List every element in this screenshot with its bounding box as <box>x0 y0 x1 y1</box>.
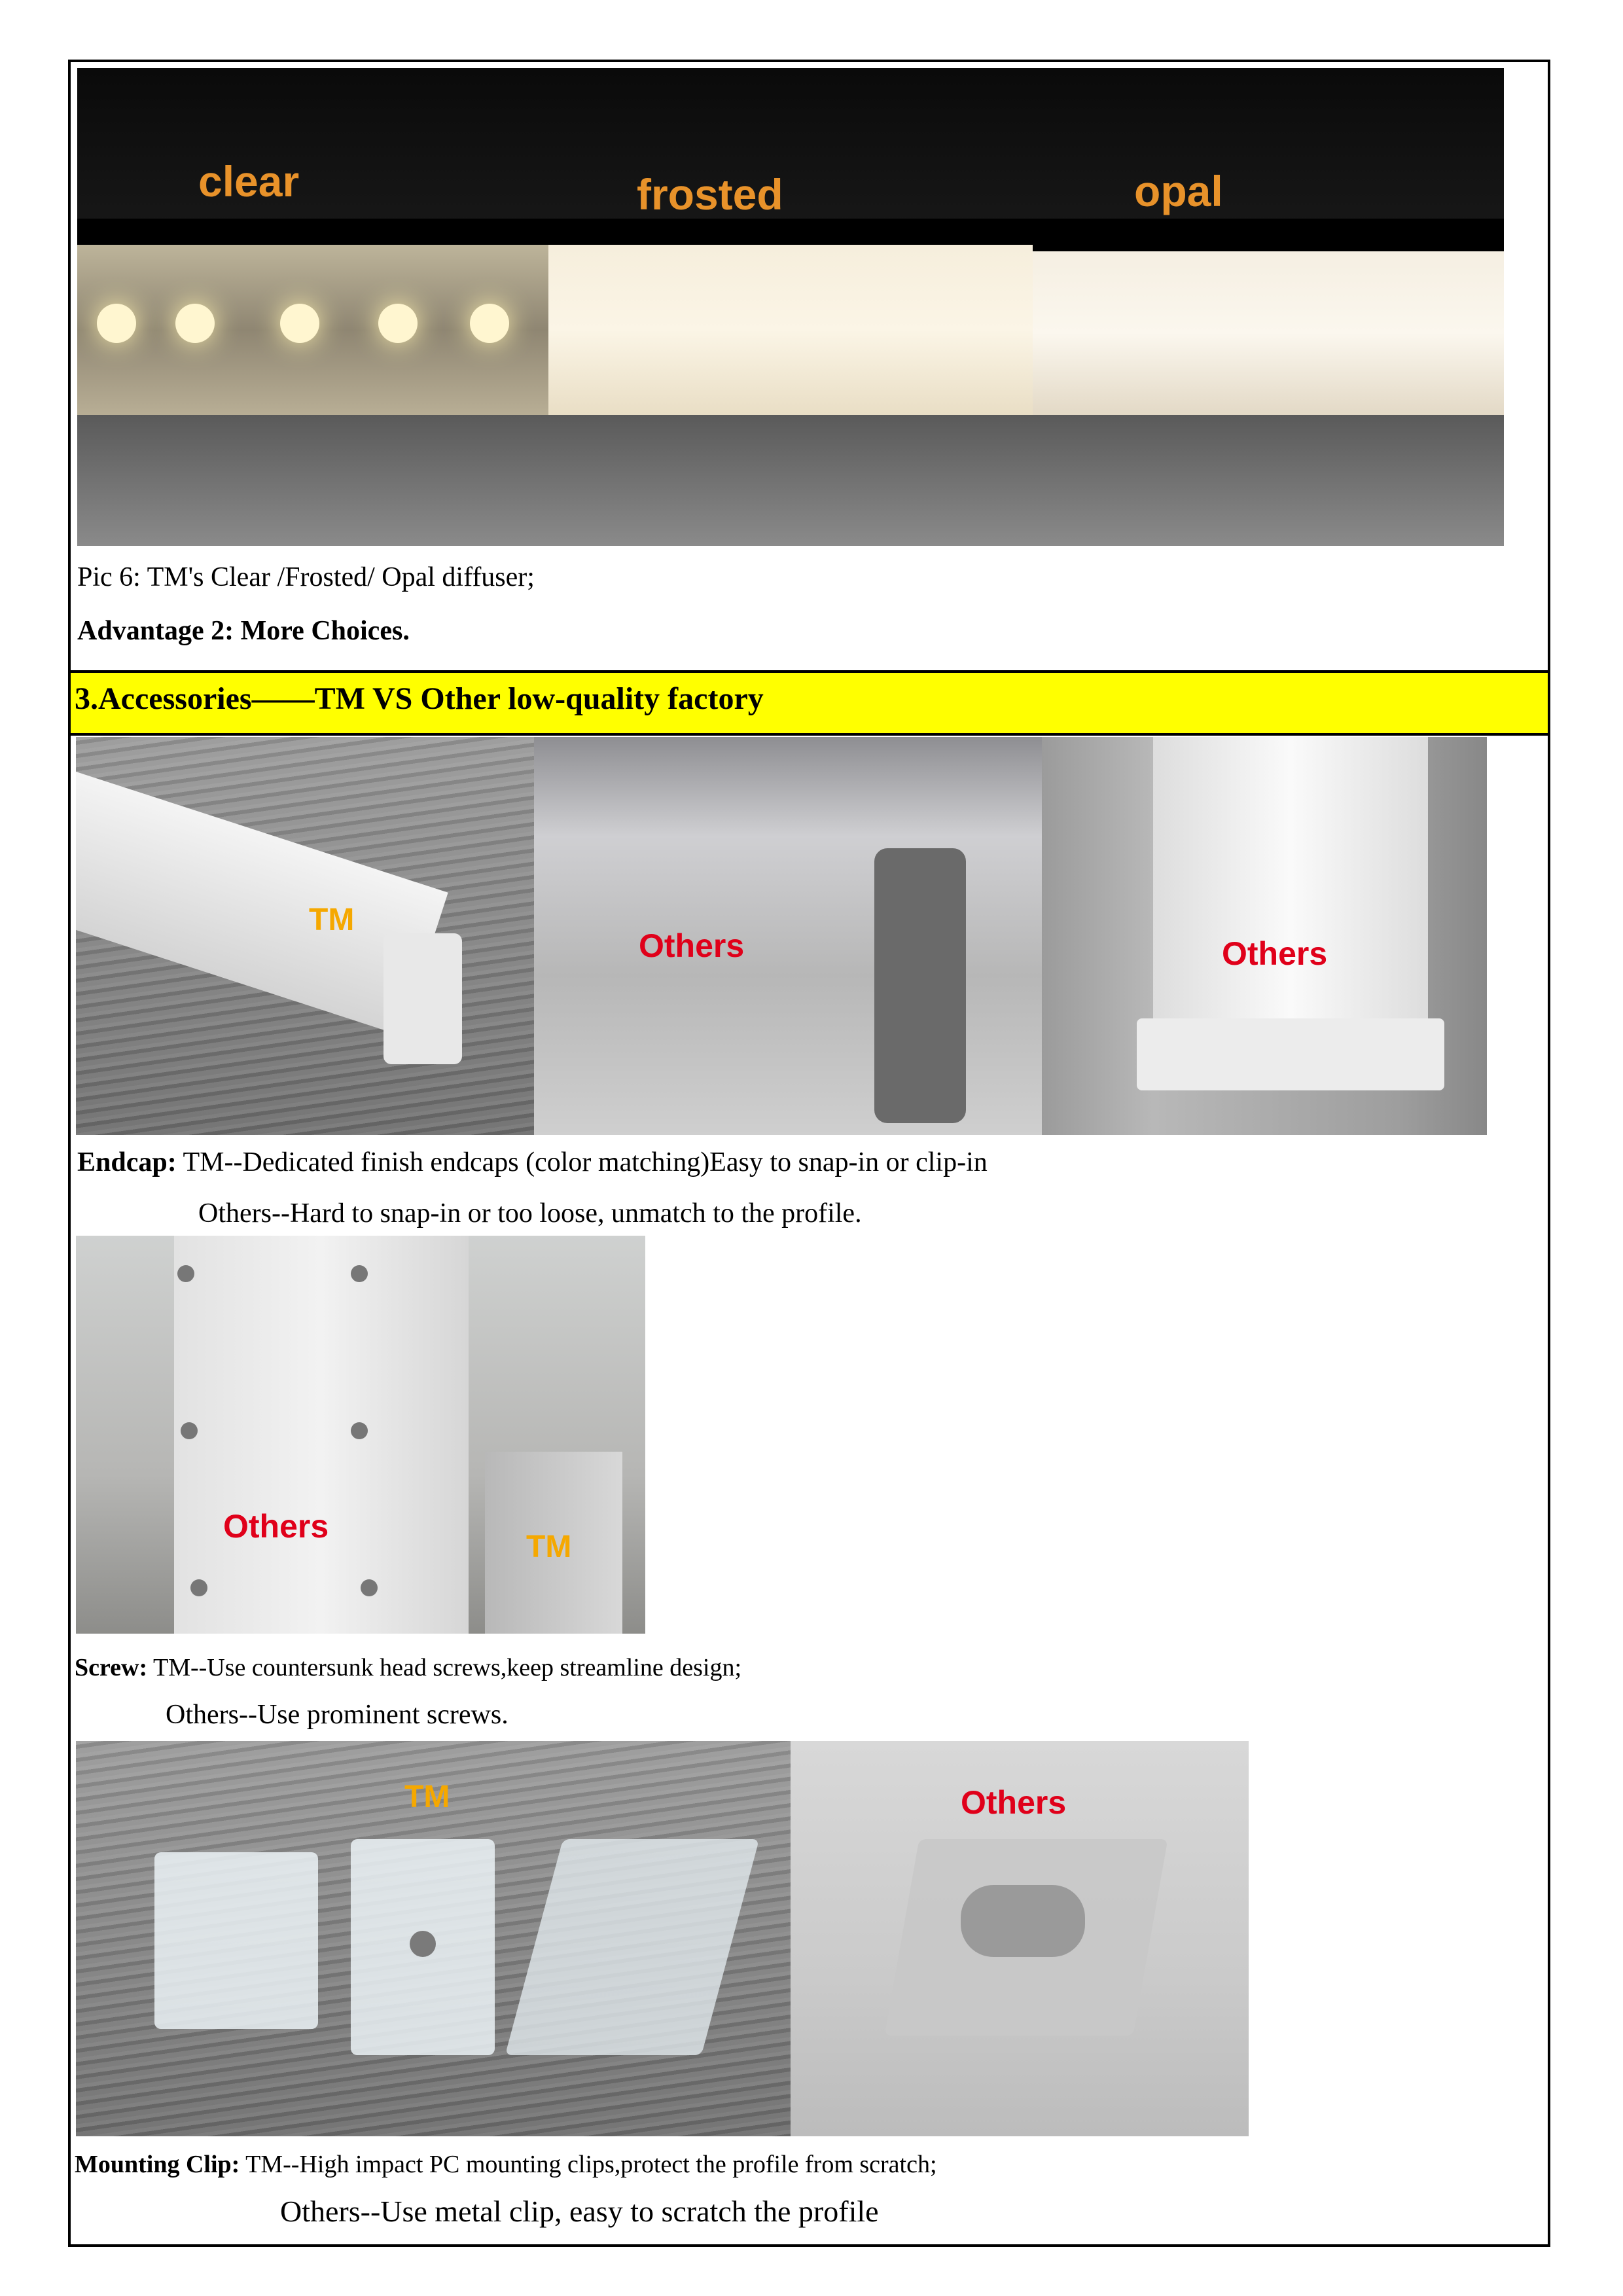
screw-title: Screw: <box>75 1654 148 1681</box>
clip-photo-tm <box>76 1741 791 2136</box>
clip-others-label: Others <box>961 1784 1067 1821</box>
screw-tm-label: TM <box>526 1530 572 1564</box>
endcap-photo-others-1 <box>534 737 1042 1135</box>
clip-title: Mounting Clip: <box>75 2151 240 2178</box>
clip-photo-others <box>791 1741 1249 2136</box>
endcap-tm-text: TM--Dedicated finish endcaps (color matching)Easy to snap-in or clip-in <box>183 1147 988 1177</box>
screw-photo <box>76 1236 645 1634</box>
endcap-tm-label: TM <box>309 903 355 937</box>
endcap-tm-line <box>77 1147 988 1178</box>
screw-others-label: Others <box>223 1508 329 1545</box>
diffuser-caption: Pic 6: TM's Clear /Frosted/ Opal diffuser; <box>77 562 535 592</box>
endcap-title: Endcap: <box>77 1147 177 1177</box>
endcap-photo-tm <box>76 737 534 1135</box>
endcap-others-text: Others--Hard to snap-in or too loose, unmatch to the profile. <box>198 1198 862 1229</box>
advantage-text: Advantage 2: More Choices. <box>77 616 410 646</box>
frosted-section <box>548 245 1033 415</box>
section-heading: 3.Accessories——TM VS Other low-quality factory <box>75 681 764 716</box>
clip-tm-label: TM <box>404 1780 450 1814</box>
screw-tm-text: TM--Use countersunk head screws,keep streamline design; <box>152 1654 742 1681</box>
endcap-others-2-label: Others <box>1222 935 1328 972</box>
screw-others-text: Others--Use prominent screws. <box>166 1700 508 1730</box>
diffuser-photo <box>77 68 1504 546</box>
endcap-photo-others-2 <box>1042 737 1487 1135</box>
endcap-others-1-label: Others <box>639 927 745 964</box>
screw-tm-line <box>75 1653 741 1682</box>
clear-label: clear <box>198 157 300 206</box>
clear-section <box>77 245 548 415</box>
clip-others-text: Others--Use metal clip, easy to scratch the profile <box>280 2195 879 2228</box>
clip-tm-line <box>75 2150 937 2179</box>
opal-label: opal <box>1134 167 1223 215</box>
row-divider-2 <box>68 733 1550 736</box>
clip-tm-text: TM--High impact PC mounting clips,protect the profile from scratch; <box>245 2151 937 2178</box>
frosted-label: frosted <box>637 170 783 219</box>
opal-section <box>1033 251 1504 415</box>
